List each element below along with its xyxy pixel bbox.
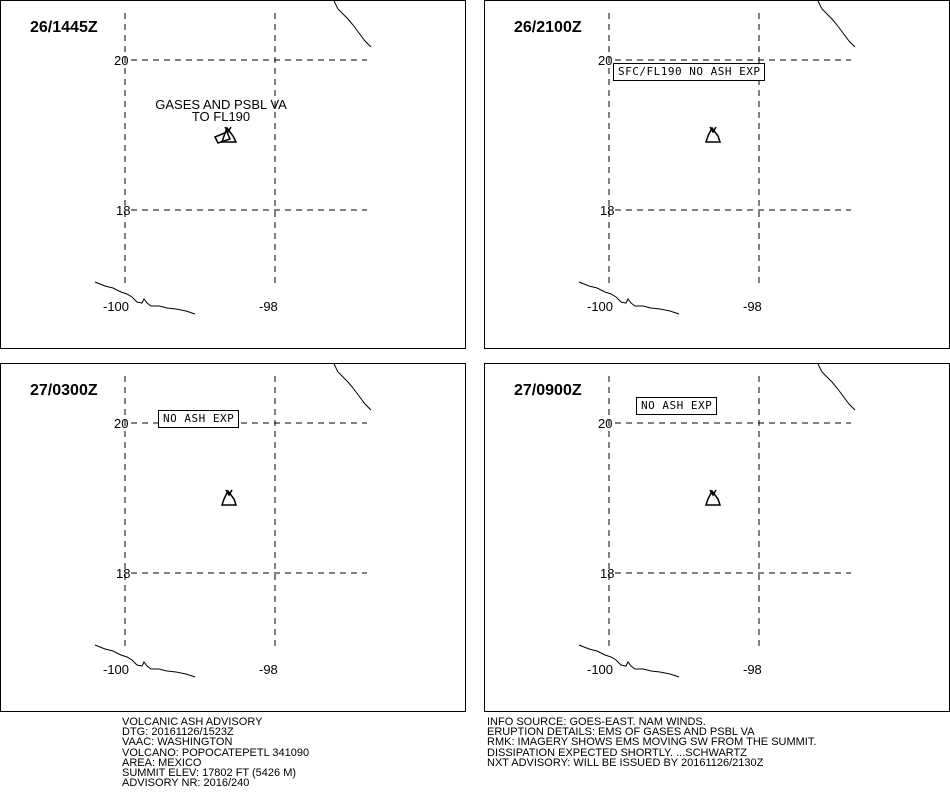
coastline-northeast (334, 1, 371, 47)
lat-label-top: 20 (114, 53, 129, 68)
forecast-panel-2 (484, 0, 950, 349)
coastline-northeast (818, 364, 855, 410)
advisory-line: ADVISORY NR: 2016/240 (122, 777, 250, 790)
map-graticule (1, 1, 467, 350)
lat-label-mid: 18 (116, 203, 131, 218)
panel-time: 27/0300Z (30, 382, 98, 399)
advisory-line: INFO SOURCE: GOES-EAST. NAM WINDS. (487, 716, 706, 728)
coastline-northeast (334, 364, 371, 410)
lon-label-left: -100 (103, 662, 130, 677)
lon-label-right: -98 (743, 299, 762, 314)
lon-label-right: -98 (259, 662, 278, 677)
advisory-line: ERUPTION DETAILS: EMS OF GASES AND PSBL VA (487, 726, 755, 739)
lon-label-right: -98 (743, 662, 762, 677)
plume-annotation-box: NO ASH EXP (636, 397, 717, 415)
lat-label-mid: 18 (600, 203, 615, 218)
advisory-details-block (487, 717, 816, 768)
panel-time: 27/0900Z (514, 382, 582, 399)
map-graticule (485, 1, 950, 350)
advisory-line: VOLCANO: POPOCATEPETL 341090 (122, 746, 310, 759)
advisory-line: DISSIPATION EXPECTED SHORTLY. ...SCHWARTZ (487, 746, 747, 759)
plume-annotation (143, 99, 299, 123)
lon-label-right: -98 (259, 299, 278, 314)
advisory-line: DTG: 20161126/1523Z (122, 726, 234, 739)
volcano-triangle-icon (706, 127, 720, 142)
annotation-line: GASES AND PSBL VA (155, 97, 287, 112)
annotation-line: TO FL190 (191, 109, 251, 124)
volcano-triangle-icon (706, 490, 720, 505)
lat-label-top: 20 (114, 416, 129, 431)
lon-label-left: -100 (587, 662, 614, 677)
advisory-line: SUMMIT ELEV: 17802 FT (5426 M) (122, 766, 297, 779)
plume-annotation-box: NO ASH EXP (158, 410, 239, 428)
advisory-line: AREA: MEXICO (122, 756, 202, 769)
forecast-panel-1 (0, 0, 466, 349)
volcano-triangle-icon (222, 490, 236, 505)
forecast-panel-3 (0, 363, 466, 712)
lon-label-left: -100 (103, 299, 130, 314)
coastline-northeast (818, 1, 855, 47)
forecast-panel-4 (484, 363, 950, 712)
lat-label-top: 20 (598, 416, 613, 431)
lat-label-mid: 18 (600, 566, 615, 581)
map-graticule (485, 364, 950, 713)
advisory-line: NXT ADVISORY: WILL BE ISSUED BY 20161126/2130Z (487, 756, 764, 769)
advisory-line: VAAC: WASHINGTON (122, 736, 233, 749)
panel-time: 26/2100Z (514, 19, 582, 36)
lat-label-mid: 18 (116, 566, 131, 581)
advisory-line: RMK: IMAGERY SHOWS EMS MOVING SW FROM THE SUMMIT. (487, 736, 817, 749)
panel-time: 26/1445Z (30, 19, 98, 36)
plume-annotation-box: SFC/FL190 NO ASH EXP (613, 63, 765, 81)
lat-label-top: 20 (598, 53, 613, 68)
lon-label-left: -100 (587, 299, 614, 314)
advisory-line: VOLCANIC ASH ADVISORY (122, 716, 263, 728)
advisory-header-block (122, 717, 309, 788)
